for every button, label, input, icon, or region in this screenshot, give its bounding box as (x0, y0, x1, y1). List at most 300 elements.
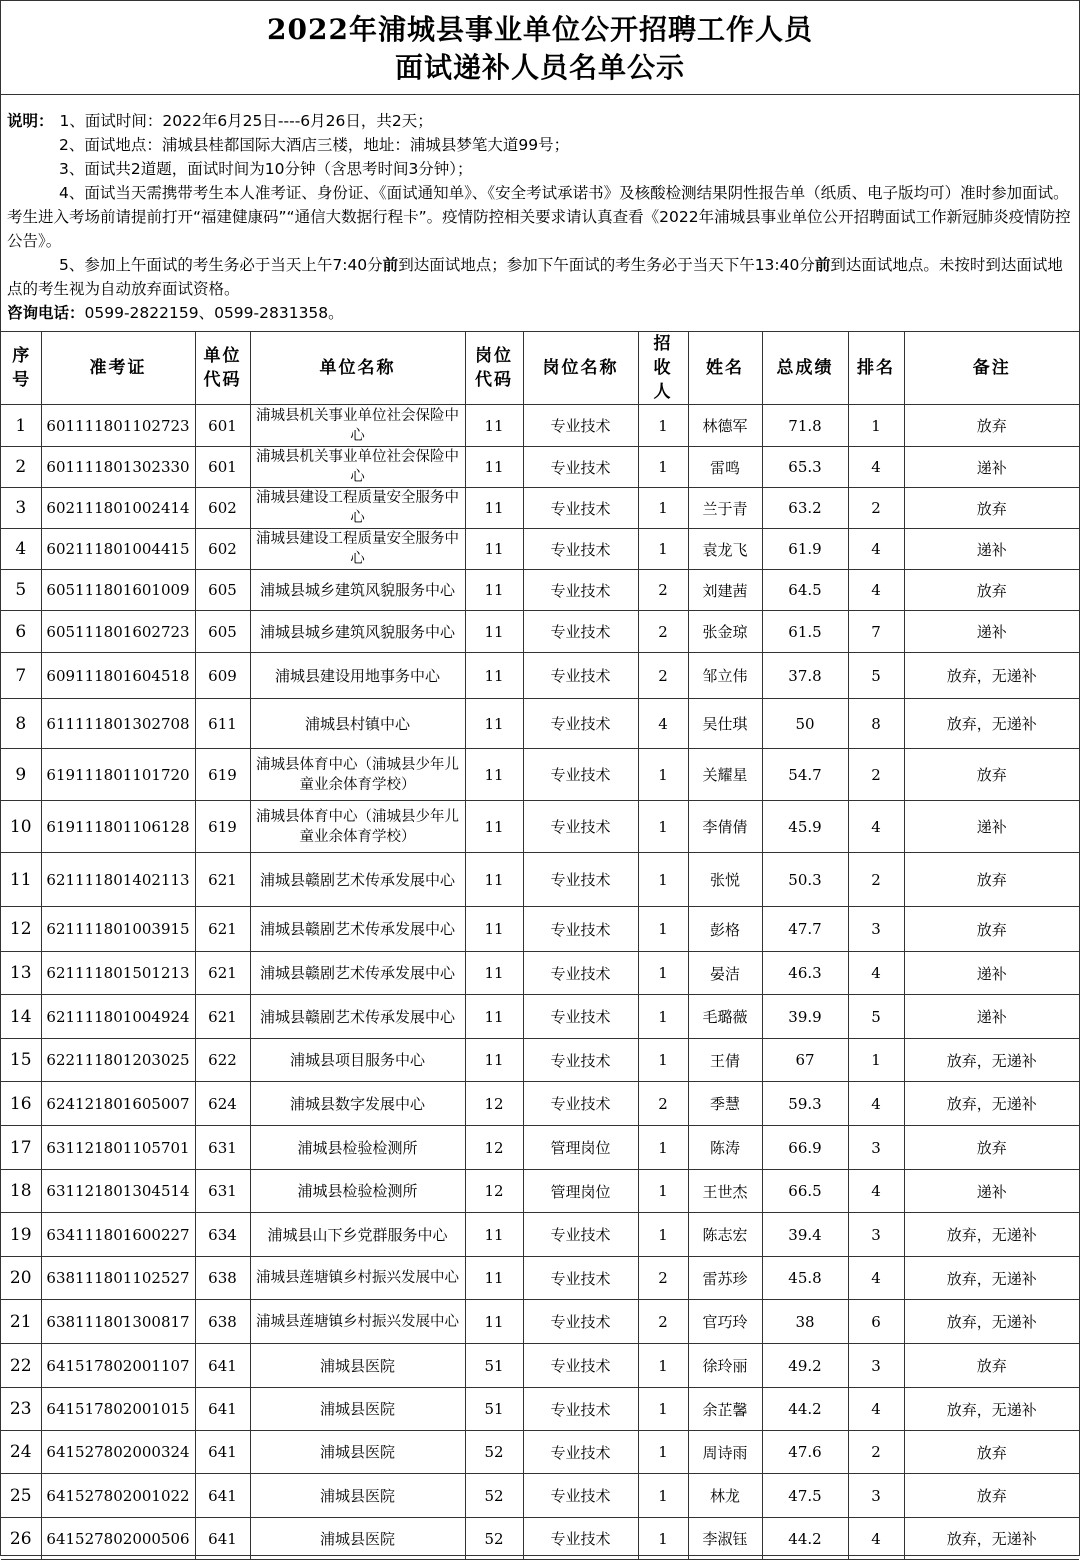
cell-quota: 1 (638, 1431, 688, 1474)
cell-remark: 放弃 (904, 570, 1079, 611)
cell-unit-name: 浦城县机关事业单位社会保险中心 (250, 405, 465, 447)
cell-post-code: 12 (465, 1126, 523, 1170)
cell-unit-name: 浦城县体育中心（浦城县少年儿童业余体育学校） (250, 749, 465, 801)
title-line-2: 面试递补人员名单公示 (394, 51, 685, 84)
cell-post-name: 专业技术 (523, 488, 638, 529)
cell-remark: 放弃，无递补 (904, 1082, 1079, 1126)
cell-serial: 8 (1, 699, 41, 749)
note-4: 4、面试当天需携带考生本人准考证、身份证、《面试通知单》、《安全考试承诺书》及核酸检测结果阴性报告单（纸质、电子版均可）准时参加面试。考生进入考场前请提前打开“福建健康码”“通信大数据行程卡”。疫情防控相关要求请认真查看《2022年浦城县事业单位公开招聘面试工作新冠肺炎疫情防控公告》。 (7, 184, 1071, 250)
cell-ticket: 611111801302708 (41, 699, 195, 749)
cell-score: 47.7 (762, 907, 848, 952)
header-remark: 备注 (904, 332, 1079, 405)
cell-post-code: 11 (465, 801, 523, 853)
table-row (1, 488, 1079, 529)
header-unit-code: 单位代码 (195, 332, 250, 405)
cell-post-code: 11 (465, 405, 523, 447)
cell-ticket: 601111801102723 (41, 405, 195, 447)
cell-name: 林德军 (688, 405, 762, 447)
cell-post-name: 专业技术 (523, 611, 638, 653)
cell-quota: 1 (638, 447, 688, 488)
table-row (1, 1257, 1079, 1300)
cell-unit-name: 浦城县赣剧艺术传承发展中心 (250, 907, 465, 952)
cell-post-code: 11 (465, 907, 523, 952)
table-row (1, 1474, 1079, 1518)
cell-name: 张悦 (688, 853, 762, 907)
cell-unit-name: 浦城县城乡建筑风貌服务中心 (250, 570, 465, 611)
cell-quota: 1 (638, 1126, 688, 1170)
table-row (1, 907, 1079, 952)
cell-serial: 10 (1, 801, 41, 853)
cell-post-name: 专业技术 (523, 995, 638, 1039)
cell-ticket: 601111801302330 (41, 447, 195, 488)
table-row (1, 1388, 1079, 1431)
candidate-table (1, 332, 1079, 1560)
cell-ticket: 641517802001107 (41, 1344, 195, 1388)
cell-score: 44.2 (762, 1518, 848, 1560)
cell-post-code: 12 (465, 1082, 523, 1126)
cell-name: 刘建茜 (688, 570, 762, 611)
cell-quota: 1 (638, 801, 688, 853)
cell-post-name: 专业技术 (523, 570, 638, 611)
cell-remark: 放弃，无递补 (904, 699, 1079, 749)
cell-name: 李倩倩 (688, 801, 762, 853)
cell-unit-name: 浦城县村镇中心 (250, 699, 465, 749)
cell-name: 林龙 (688, 1474, 762, 1518)
cell-score: 65.3 (762, 447, 848, 488)
cell-quota: 2 (638, 1082, 688, 1126)
cell-serial: 2 (1, 447, 41, 488)
cell-unit-name: 浦城县体育中心（浦城县少年儿童业余体育学校） (250, 801, 465, 853)
cell-rank: 2 (848, 853, 904, 907)
cell-remark: 递补 (904, 447, 1079, 488)
cell-remark: 递补 (904, 995, 1079, 1039)
cell-rank: 3 (848, 1344, 904, 1388)
cell-rank: 4 (848, 529, 904, 570)
cell-quota: 2 (638, 1257, 688, 1300)
table-row (1, 1431, 1079, 1474)
note-3: 3、面试共2道题，面试时间为10分钟（含思考时间3分钟）； (59, 160, 473, 178)
cell-name: 王倩 (688, 1039, 762, 1082)
cell-post-name: 专业技术 (523, 1082, 638, 1126)
cell-score: 67 (762, 1039, 848, 1082)
cell-rank: 2 (848, 1431, 904, 1474)
cell-unit-code: 641 (195, 1518, 250, 1560)
cell-unit-code: 605 (195, 611, 250, 653)
cell-post-name: 专业技术 (523, 801, 638, 853)
cell-ticket: 621111801402113 (41, 853, 195, 907)
header-name: 姓名 (688, 332, 762, 405)
cell-rank: 8 (848, 699, 904, 749)
cell-ticket: 638111801102527 (41, 1257, 195, 1300)
cell-post-name: 专业技术 (523, 1518, 638, 1560)
cell-unit-code: 602 (195, 488, 250, 529)
cell-rank: 3 (848, 907, 904, 952)
header-post-code: 岗位代码 (465, 332, 523, 405)
cell-unit-code: 602 (195, 529, 250, 570)
cell-score: 63.2 (762, 488, 848, 529)
cell-score: 61.9 (762, 529, 848, 570)
cell-unit-code: 601 (195, 405, 250, 447)
cell-score: 47.6 (762, 1431, 848, 1474)
cell-serial: 6 (1, 611, 41, 653)
cell-unit-name: 浦城县赣剧艺术传承发展中心 (250, 952, 465, 995)
cell-serial: 25 (1, 1474, 41, 1518)
cell-remark: 放弃，无递补 (904, 1300, 1079, 1344)
cell-quota: 2 (638, 611, 688, 653)
cell-name: 陈涛 (688, 1126, 762, 1170)
cell-quota: 2 (638, 570, 688, 611)
table-row (1, 1126, 1079, 1170)
cell-remark: 放弃 (904, 853, 1079, 907)
cell-score: 38 (762, 1300, 848, 1344)
cell-rank: 3 (848, 1126, 904, 1170)
cell-serial: 1 (1, 405, 41, 447)
cell-post-code: 52 (465, 1474, 523, 1518)
cell-rank: 4 (848, 1518, 904, 1560)
cell-quota: 2 (638, 1300, 688, 1344)
cell-ticket: 641527802000324 (41, 1431, 195, 1474)
cell-unit-name: 浦城县建设工程质量安全服务中心 (250, 529, 465, 570)
cell-ticket: 602111801004415 (41, 529, 195, 570)
notes-section (1, 95, 1079, 332)
cell-remark: 放弃 (904, 1474, 1079, 1518)
cell-serial: 26 (1, 1518, 41, 1560)
cell-name: 彭格 (688, 907, 762, 952)
table-row (1, 995, 1079, 1039)
cell-post-name: 专业技术 (523, 1474, 638, 1518)
cell-ticket: 641527802001022 (41, 1474, 195, 1518)
contact-phone (7, 301, 1071, 325)
cell-serial: 24 (1, 1431, 41, 1474)
cell-unit-code: 631 (195, 1126, 250, 1170)
header-quota: 招收人 (638, 332, 688, 405)
cell-unit-name: 浦城县项目服务中心 (250, 1039, 465, 1082)
cell-post-name: 专业技术 (523, 1039, 638, 1082)
note-5e: 到达面试地点。未按时到达面试地点的考生视为自动放弃面试资格。 (7, 256, 1063, 298)
cell-quota: 1 (638, 1388, 688, 1431)
cell-ticket: 609111801604518 (41, 653, 195, 699)
cell-remark: 放弃，无递补 (904, 1257, 1079, 1300)
cell-post-code: 11 (465, 1257, 523, 1300)
cell-rank: 6 (848, 1300, 904, 1344)
note-5a: 5、参加上午面试的考生务必于当天上午7:40分 (59, 256, 383, 274)
cell-rank: 7 (848, 611, 904, 653)
cell-score: 71.8 (762, 405, 848, 447)
cell-remark: 放弃 (904, 1126, 1079, 1170)
cell-rank: 1 (848, 405, 904, 447)
cell-name: 吴仕琪 (688, 699, 762, 749)
cell-post-code: 11 (465, 653, 523, 699)
notes-label: 说明： (7, 112, 54, 130)
table-row (1, 1300, 1079, 1344)
cell-unit-name: 浦城县山下乡党群服务中心 (250, 1213, 465, 1257)
cell-rank: 2 (848, 749, 904, 801)
cell-serial: 18 (1, 1170, 41, 1213)
cell-post-name: 专业技术 (523, 447, 638, 488)
cell-unit-name: 浦城县机关事业单位社会保险中心 (250, 447, 465, 488)
cell-rank: 4 (848, 447, 904, 488)
cell-name: 季慧 (688, 1082, 762, 1126)
header-serial: 序号 (1, 332, 41, 405)
cell-name: 晏洁 (688, 952, 762, 995)
cell-unit-name: 浦城县城乡建筑风貌服务中心 (250, 611, 465, 653)
cell-rank: 2 (848, 488, 904, 529)
cell-score: 44.2 (762, 1388, 848, 1431)
cell-rank: 4 (848, 801, 904, 853)
cell-remark: 递补 (904, 952, 1079, 995)
cell-name: 雷苏珍 (688, 1257, 762, 1300)
table-row (1, 952, 1079, 995)
cell-rank: 5 (848, 653, 904, 699)
cell-rank: 5 (848, 995, 904, 1039)
cell-serial: 3 (1, 488, 41, 529)
cell-unit-code: 622 (195, 1039, 250, 1082)
cell-name: 余芷馨 (688, 1388, 762, 1431)
cell-unit-code: 638 (195, 1257, 250, 1300)
cell-rank: 4 (848, 1082, 904, 1126)
cell-serial: 16 (1, 1082, 41, 1126)
cell-name: 关耀星 (688, 749, 762, 801)
cell-ticket: 602111801002414 (41, 488, 195, 529)
table-header-row (1, 332, 1079, 405)
cell-unit-code: 601 (195, 447, 250, 488)
cell-quota: 1 (638, 1039, 688, 1082)
cell-quota: 1 (638, 952, 688, 995)
cell-serial: 5 (1, 570, 41, 611)
cell-ticket: 624121801605007 (41, 1082, 195, 1126)
cell-unit-code: 621 (195, 995, 250, 1039)
cell-score: 54.7 (762, 749, 848, 801)
phone-label: 咨询电话： (7, 304, 85, 322)
table-body (1, 405, 1079, 1560)
cell-post-name: 专业技术 (523, 749, 638, 801)
cell-name: 周诗雨 (688, 1431, 762, 1474)
cell-score: 39.9 (762, 995, 848, 1039)
cell-post-name: 专业技术 (523, 653, 638, 699)
cell-score: 37.8 (762, 653, 848, 699)
note-5c: 到达面试地点；参加下午面试的考生务必于当天下午13:40分 (398, 256, 815, 274)
cell-rank: 4 (848, 1388, 904, 1431)
cell-score: 49.2 (762, 1344, 848, 1388)
header-score: 总成绩 (762, 332, 848, 405)
cell-name: 王世杰 (688, 1170, 762, 1213)
cell-unit-name: 浦城县莲塘镇乡村振兴发展中心 (250, 1257, 465, 1300)
cell-unit-name: 浦城县赣剧艺术传承发展中心 (250, 995, 465, 1039)
note-5b: 前 (382, 256, 399, 274)
cell-score: 50 (762, 699, 848, 749)
cell-post-code: 51 (465, 1388, 523, 1431)
table-row (1, 1518, 1079, 1560)
cell-score: 59.3 (762, 1082, 848, 1126)
cell-name: 徐玲丽 (688, 1344, 762, 1388)
cell-post-code: 11 (465, 699, 523, 749)
cell-post-name: 管理岗位 (523, 1170, 638, 1213)
cell-unit-code: 631 (195, 1170, 250, 1213)
cell-remark: 放弃，无递补 (904, 1388, 1079, 1431)
cell-rank: 4 (848, 1257, 904, 1300)
cell-name: 袁龙飞 (688, 529, 762, 570)
cell-unit-code: 619 (195, 801, 250, 853)
cell-post-code: 11 (465, 611, 523, 653)
cell-post-name: 专业技术 (523, 1300, 638, 1344)
cell-name: 陈志宏 (688, 1213, 762, 1257)
table-row (1, 699, 1079, 749)
cell-post-code: 11 (465, 853, 523, 907)
table-row (1, 1082, 1079, 1126)
cell-serial: 22 (1, 1344, 41, 1388)
cell-post-code: 11 (465, 995, 523, 1039)
cell-post-code: 11 (465, 447, 523, 488)
table-row (1, 853, 1079, 907)
cell-post-name: 专业技术 (523, 907, 638, 952)
cell-post-code: 52 (465, 1431, 523, 1474)
note-1 (7, 109, 1071, 133)
cell-unit-code: 641 (195, 1431, 250, 1474)
cell-unit-name: 浦城县检验检测所 (250, 1170, 465, 1213)
cell-unit-name: 浦城县医院 (250, 1518, 465, 1560)
cell-serial: 17 (1, 1126, 41, 1170)
cell-unit-name: 浦城县莲塘镇乡村振兴发展中心 (250, 1300, 465, 1344)
cell-unit-name: 浦城县医院 (250, 1344, 465, 1388)
cell-rank: 4 (848, 952, 904, 995)
cell-score: 45.8 (762, 1257, 848, 1300)
cell-post-code: 11 (465, 570, 523, 611)
cell-name: 官巧玲 (688, 1300, 762, 1344)
table-row (1, 570, 1079, 611)
table-row (1, 529, 1079, 570)
cell-serial: 15 (1, 1039, 41, 1082)
cell-unit-name: 浦城县医院 (250, 1431, 465, 1474)
cell-post-code: 11 (465, 749, 523, 801)
table-row (1, 1213, 1079, 1257)
cell-post-code: 11 (465, 529, 523, 570)
cell-quota: 2 (638, 653, 688, 699)
table-row (1, 749, 1079, 801)
cell-quota: 1 (638, 995, 688, 1039)
cell-unit-code: 621 (195, 907, 250, 952)
cell-post-name: 专业技术 (523, 1388, 638, 1431)
cell-serial: 21 (1, 1300, 41, 1344)
cell-name: 邹立伟 (688, 653, 762, 699)
cell-post-code: 12 (465, 1170, 523, 1213)
cell-unit-name: 浦城县医院 (250, 1388, 465, 1431)
cell-post-code: 11 (465, 1300, 523, 1344)
cell-remark: 放弃 (904, 1431, 1079, 1474)
cell-quota: 4 (638, 699, 688, 749)
cell-unit-code: 619 (195, 749, 250, 801)
cell-name: 李淑钰 (688, 1518, 762, 1560)
cell-quota: 1 (638, 853, 688, 907)
cell-ticket: 621111801003915 (41, 907, 195, 952)
cell-name: 兰于青 (688, 488, 762, 529)
cell-ticket: 641527802000506 (41, 1518, 195, 1560)
cell-quota: 1 (638, 529, 688, 570)
cell-ticket: 621111801004924 (41, 995, 195, 1039)
cell-post-code: 52 (465, 1518, 523, 1560)
cell-score: 66.5 (762, 1170, 848, 1213)
table-row (1, 405, 1079, 447)
cell-post-name: 专业技术 (523, 699, 638, 749)
cell-ticket: 641517802001015 (41, 1388, 195, 1431)
cell-post-code: 11 (465, 488, 523, 529)
table-row (1, 447, 1079, 488)
header-ticket: 准考证 (41, 332, 195, 405)
cell-ticket: 634111801600227 (41, 1213, 195, 1257)
cell-rank: 4 (848, 1170, 904, 1213)
cell-remark: 递补 (904, 801, 1079, 853)
table-row (1, 1039, 1079, 1082)
cell-unit-code: 634 (195, 1213, 250, 1257)
cell-ticket: 631121801105701 (41, 1126, 195, 1170)
cell-ticket: 621111801501213 (41, 952, 195, 995)
cell-post-code: 11 (465, 1213, 523, 1257)
cell-quota: 1 (638, 405, 688, 447)
cell-ticket: 619111801106128 (41, 801, 195, 853)
note-5 (7, 253, 1071, 301)
cell-score: 64.5 (762, 570, 848, 611)
cell-serial: 12 (1, 907, 41, 952)
cell-remark: 放弃 (904, 405, 1079, 447)
cell-quota: 1 (638, 1170, 688, 1213)
cell-remark: 放弃 (904, 907, 1079, 952)
document-title (1, 1, 1079, 95)
note-1-text: 1、面试时间：2022年6月25日----6月26日，共2天； (59, 112, 433, 130)
header-post-name: 岗位名称 (523, 332, 638, 405)
cell-remark: 放弃，无递补 (904, 653, 1079, 699)
cell-remark: 放弃，无递补 (904, 1518, 1079, 1560)
cell-unit-code: 611 (195, 699, 250, 749)
table-row (1, 1170, 1079, 1213)
cell-remark: 放弃 (904, 488, 1079, 529)
cell-remark: 放弃 (904, 749, 1079, 801)
cell-post-code: 11 (465, 952, 523, 995)
cell-unit-code: 641 (195, 1474, 250, 1518)
cell-quota: 1 (638, 1344, 688, 1388)
cell-unit-code: 621 (195, 952, 250, 995)
table-row (1, 611, 1079, 653)
cell-unit-code: 641 (195, 1388, 250, 1431)
cell-unit-name: 浦城县赣剧艺术传承发展中心 (250, 853, 465, 907)
cell-quota: 1 (638, 749, 688, 801)
cell-unit-name: 浦城县医院 (250, 1474, 465, 1518)
cell-serial: 19 (1, 1213, 41, 1257)
cell-unit-code: 624 (195, 1082, 250, 1126)
cell-serial: 23 (1, 1388, 41, 1431)
cell-post-name: 专业技术 (523, 1213, 638, 1257)
cell-post-name: 专业技术 (523, 529, 638, 570)
cell-remark: 递补 (904, 529, 1079, 570)
cell-remark: 放弃 (904, 1344, 1079, 1388)
cell-score: 61.5 (762, 611, 848, 653)
cell-quota: 1 (638, 1474, 688, 1518)
cell-unit-code: 641 (195, 1344, 250, 1388)
table-row (1, 801, 1079, 853)
cell-unit-name: 浦城县检验检测所 (250, 1126, 465, 1170)
cell-score: 50.3 (762, 853, 848, 907)
cell-post-name: 专业技术 (523, 1344, 638, 1388)
cell-unit-name: 浦城县建设工程质量安全服务中心 (250, 488, 465, 529)
table-row (1, 1344, 1079, 1388)
phone-numbers: 0599-2822159、0599-2831358。 (84, 304, 344, 322)
cell-quota: 1 (638, 488, 688, 529)
cell-unit-name: 浦城县数字发展中心 (250, 1082, 465, 1126)
cell-score: 66.9 (762, 1126, 848, 1170)
cell-remark: 放弃，无递补 (904, 1039, 1079, 1082)
header-unit-name: 单位名称 (250, 332, 465, 405)
cell-score: 45.9 (762, 801, 848, 853)
cell-quota: 1 (638, 1518, 688, 1560)
cell-serial: 9 (1, 749, 41, 801)
